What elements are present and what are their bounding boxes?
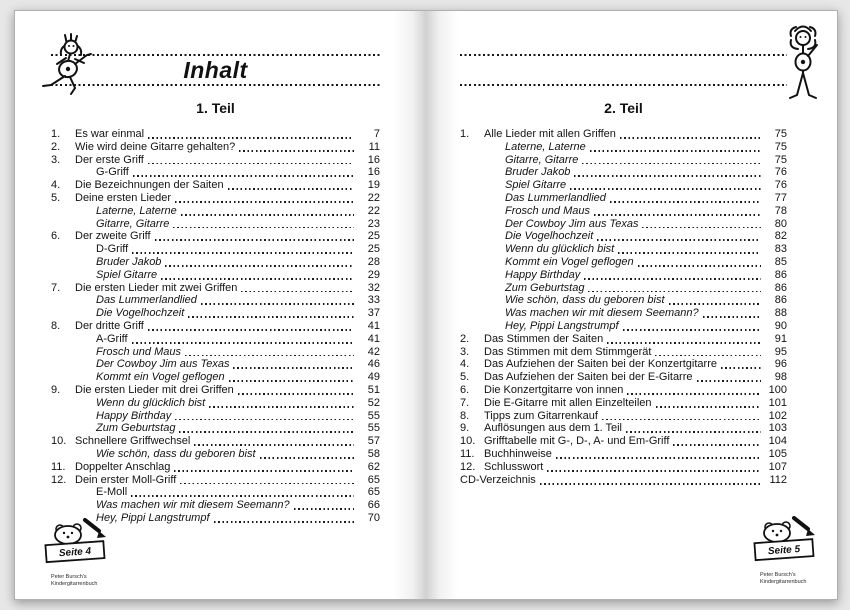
entry-number: 7. [460, 396, 470, 409]
entry-number: 8. [460, 409, 470, 422]
dot-leader [239, 150, 354, 152]
toc-entry [460, 269, 787, 282]
entry-number: 2. [460, 332, 470, 345]
toc-entry [51, 192, 380, 205]
entry-page-number: 55 [367, 409, 380, 422]
entry-page-number: 58 [367, 447, 380, 460]
toc-list-part1 [51, 128, 380, 525]
entry-page-number: 86 [774, 268, 787, 281]
dot-leader [618, 252, 761, 254]
entry-title: Der Cowboy Jim aus Texas [96, 358, 230, 371]
dot-leader [697, 380, 761, 382]
entry-title: Wie schön, dass du geboren bist [96, 447, 256, 460]
page-number-badge-right [748, 516, 824, 585]
dot-leader [574, 175, 761, 177]
entry-number: 6. [51, 230, 61, 243]
dot-leader [201, 303, 354, 305]
toc-entry [460, 474, 787, 487]
entry-title: Frosch und Maus [96, 345, 181, 358]
entry-title: Das Aufziehen der Saiten bei der E-Gitarre [484, 371, 693, 384]
entry-page-number: 65 [367, 486, 380, 499]
entry-title: Grifftabelle mit G-, D-, A- und Em-Griff [484, 435, 670, 448]
dot-leader [626, 431, 761, 433]
toc-entry [460, 307, 787, 320]
entry-number: 10. [460, 435, 476, 448]
dot-leader [233, 367, 354, 369]
dot-leader [180, 483, 354, 485]
toc-entry [51, 422, 380, 435]
toc-entry [51, 333, 380, 346]
dotted-rule-bottom [51, 84, 380, 86]
toc-entry [460, 461, 787, 474]
entry-page-number: 86 [774, 281, 787, 294]
toc-entry [460, 384, 787, 397]
entry-page-number: 11 [368, 140, 380, 153]
entry-title: Der erste Griff [75, 153, 144, 166]
entry-page-number: 76 [774, 166, 787, 179]
entry-title: Tipps zum Gitarrenkauf [484, 409, 598, 422]
toc-entry [51, 371, 380, 384]
inhalt-header [51, 54, 380, 86]
toc-entry [460, 230, 787, 243]
entry-title: Kommt ein Vogel geflogen [96, 371, 225, 384]
entry-title: Bruder Jakob [96, 255, 162, 268]
toc-entry [460, 333, 787, 346]
toc-entry [51, 358, 380, 371]
toc-entry [51, 461, 380, 474]
entry-page-number: 75 [774, 153, 787, 166]
dot-leader [547, 470, 761, 472]
toc-entry [51, 179, 380, 192]
entry-page-number: 57 [367, 435, 380, 448]
dot-leader [669, 303, 762, 305]
entry-title: Doppelter Anschlag [75, 460, 171, 473]
entry-page-number: 101 [768, 396, 787, 409]
entry-page-number: 41 [367, 319, 380, 332]
dot-leader [540, 483, 761, 485]
entry-number: 9. [460, 422, 470, 435]
toc-entry [51, 282, 380, 295]
toc-entry [460, 320, 787, 333]
entry-title: Dein erster Moll-Griff [75, 473, 177, 486]
toc-entry [460, 218, 787, 231]
entry-title: Frosch und Maus [505, 204, 590, 217]
toc-entry [51, 230, 380, 243]
entry-title: Deine ersten Lieder [75, 191, 172, 204]
dot-leader [638, 265, 761, 267]
mascot-with-pencil-illustration [748, 516, 824, 566]
entry-title: Das Stimmen mit dem Stimmgerät [484, 345, 652, 358]
entry-title: Alle Lieder mit allen Griffen [484, 128, 616, 140]
toc-entry [51, 166, 380, 179]
entry-title: Das Aufziehen der Saiten bei der Konzertgitarre [484, 358, 717, 371]
entry-page-number: 88 [774, 307, 787, 320]
entry-page-number: 104 [768, 435, 787, 448]
section-title-part2: 2. Teil [604, 100, 643, 116]
dot-leader [582, 163, 761, 165]
entry-title: Der zweite Griff [75, 230, 151, 243]
entry-title: Wenn du glücklich bist [505, 243, 615, 256]
entry-page-number: 28 [367, 255, 380, 268]
entry-title: Wie schön, dass du geboren bist [505, 294, 665, 307]
entry-title: Hey, Pippi Langstrumpf [96, 511, 210, 524]
dot-leader [620, 137, 761, 139]
dot-leader [721, 367, 761, 369]
entry-page-number: 32 [367, 281, 380, 294]
entry-page-number: 98 [774, 371, 787, 384]
dot-leader [260, 457, 355, 459]
toc-entry [460, 243, 787, 256]
entry-page-number: 105 [768, 447, 787, 460]
toc-entry [51, 397, 380, 410]
entry-page-number: 107 [768, 460, 787, 473]
dot-leader [148, 163, 354, 165]
entry-title: Wenn du glücklich bist [96, 396, 206, 409]
toc-entry [460, 256, 787, 269]
dot-leader [209, 406, 354, 408]
toc-entry [460, 422, 787, 435]
entry-page-number: 82 [774, 230, 787, 243]
entry-number: 6. [460, 383, 470, 396]
entry-page-number: 25 [367, 243, 380, 256]
mascot-with-pencil-illustration [39, 518, 115, 568]
toc-entry [51, 410, 380, 423]
toc-entry [460, 128, 787, 141]
toc-entry [460, 205, 787, 218]
dot-leader [655, 355, 761, 357]
toc-entry [460, 371, 787, 384]
entry-title: Die E-Gitarre mit allen Einzelteilen [484, 396, 652, 409]
toc-entry [460, 397, 787, 410]
entry-title: Was machen wir mit diesem Seemann? [96, 499, 290, 512]
toc-entry [460, 358, 787, 371]
toc-entry [51, 448, 380, 461]
entry-page-number: 102 [768, 409, 787, 422]
entry-page-number: 96 [774, 358, 787, 371]
entry-page-number: 75 [774, 128, 787, 140]
entry-title: Die ersten Lieder mit zwei Griffen [75, 281, 238, 294]
entry-title: D-Griff [96, 243, 129, 256]
toc-entry [51, 256, 380, 269]
dot-leader [148, 329, 354, 331]
dot-leader [607, 342, 761, 344]
entry-title: Die Bezeichnungen der Saiten [75, 179, 224, 192]
dot-leader [214, 521, 354, 523]
dot-leader [556, 457, 761, 459]
toc-entry [51, 218, 380, 231]
entry-page-number: 51 [367, 383, 380, 396]
entry-number: 3. [460, 345, 470, 358]
toc-entry [51, 499, 380, 512]
entry-title: Das Lummerlandlied [96, 294, 197, 307]
entry-title: CD-Verzeichnis [460, 474, 536, 486]
entry-number: 1. [460, 128, 470, 140]
dot-leader [132, 342, 354, 344]
entry-page-number: 85 [774, 255, 787, 268]
entry-number: 3. [51, 153, 61, 166]
dot-leader [610, 201, 761, 203]
toc-entry [51, 128, 380, 141]
entry-title: Happy Birthday [505, 268, 581, 281]
entry-page-number: 83 [774, 243, 787, 256]
dot-leader [590, 150, 761, 152]
toc-entry [460, 141, 787, 154]
dot-leader [703, 316, 761, 318]
toc-entry [460, 192, 787, 205]
toc-entry [51, 384, 380, 397]
toc-entry [460, 166, 787, 179]
entry-title: Die Konzertgitarre von innen [484, 383, 624, 396]
entry-page-number: 70 [367, 511, 380, 524]
entry-page-number: 103 [768, 422, 787, 435]
entry-number: 4. [51, 179, 61, 192]
entry-page-number: 22 [367, 204, 380, 217]
entry-page-number: 22 [367, 191, 380, 204]
entry-number: 7. [51, 281, 61, 294]
entry-page-number: 112 [769, 474, 787, 486]
entry-title: Auflösungen aus dem 1. Teil [484, 422, 622, 435]
entry-page-number: 16 [367, 166, 380, 179]
entry-title: Es war einmal [75, 128, 145, 140]
entry-number: 8. [51, 319, 61, 332]
toc-entry [51, 141, 380, 154]
toc-entry [51, 269, 380, 282]
entry-title: Laterne, Laterne [96, 204, 177, 217]
right-header-rules [460, 54, 787, 86]
dot-leader [602, 419, 761, 421]
entry-page-number: 7 [373, 128, 380, 140]
page-number-badge-left [39, 518, 115, 587]
section-title-part1: 1. Teil [196, 100, 235, 116]
entry-page-number: 100 [768, 383, 787, 396]
toc-entry [460, 154, 787, 167]
toc-entry [460, 435, 787, 448]
toc-list-part2 [460, 128, 787, 474]
dot-leader [627, 393, 761, 395]
entry-title: Zum Geburtstag [96, 422, 176, 435]
toc-entry [51, 294, 380, 307]
entry-page-number: 86 [774, 294, 787, 307]
dot-leader [131, 495, 354, 497]
entry-title: E-Moll [96, 486, 128, 499]
entry-page-number: 65 [367, 473, 380, 486]
dot-leader [132, 252, 354, 254]
dot-leader [597, 239, 761, 241]
entry-title: Kommt ein Vogel geflogen [505, 255, 634, 268]
entry-number: 10. [51, 435, 67, 448]
entry-title: Das Lummerlandlied [505, 191, 606, 204]
dot-leader [173, 227, 354, 229]
entry-page-number: 66 [367, 499, 380, 512]
dot-leader [228, 188, 354, 190]
toc-entry [460, 294, 787, 307]
entry-page-number: 55 [367, 422, 380, 435]
entry-page-number: 77 [774, 191, 787, 204]
entry-page-number: 49 [367, 371, 380, 384]
entry-page-number: 46 [367, 358, 380, 371]
book-pages [14, 10, 838, 600]
dot-leader [594, 214, 761, 216]
toc-entry [460, 282, 787, 295]
page-left-content [51, 11, 380, 599]
toc-entry [51, 486, 380, 499]
dotted-rule-bottom [460, 84, 787, 86]
dot-leader [174, 470, 354, 472]
entry-title: Buchhinweise [484, 447, 552, 460]
entry-title: Der Cowboy Jim aus Texas [505, 217, 639, 230]
entry-title: Spiel Gitarre [505, 179, 567, 192]
toc-entry [51, 243, 380, 256]
cd-verzeichnis-entry [460, 474, 787, 487]
entry-page-number: 80 [774, 217, 787, 230]
entry-number: 1. [51, 128, 61, 140]
entry-page-number: 19 [367, 179, 380, 192]
dot-leader [165, 265, 354, 267]
toc-entry [51, 154, 380, 167]
dot-leader [642, 227, 761, 229]
dot-leader [623, 329, 761, 331]
entry-page-number: 52 [367, 396, 380, 409]
entry-title: Bruder Jakob [505, 166, 571, 179]
entry-number: 5. [460, 371, 470, 384]
entry-page-number: 37 [367, 307, 380, 320]
entry-title: Hey, Pippi Langstrumpf [505, 319, 619, 332]
entry-title: Gitarre, Gitarre [96, 217, 170, 230]
entry-page-number: 78 [774, 204, 787, 217]
entry-page-number: 62 [367, 460, 380, 473]
entry-title: Happy Birthday [96, 409, 172, 422]
dot-leader [175, 419, 354, 421]
dot-leader [148, 137, 354, 139]
toc-entry [51, 320, 380, 333]
dot-leader [588, 291, 761, 293]
entry-title: Zum Geburtstag [505, 281, 585, 294]
entry-number: 5. [51, 191, 61, 204]
dot-leader [229, 380, 354, 382]
toc-entry [51, 346, 380, 359]
entry-page-number: 91 [774, 332, 787, 345]
entry-number: 12. [51, 473, 67, 486]
entry-title: Spiel Gitarre [96, 268, 158, 281]
page-left [15, 11, 426, 599]
entry-title: Die Vogelhochzeit [96, 307, 185, 320]
entry-page-number: 33 [367, 294, 380, 307]
entry-title: Die Vogelhochzeit [505, 230, 594, 243]
dot-leader [656, 406, 761, 408]
toc-entry [460, 448, 787, 461]
toc-entry [51, 307, 380, 320]
entry-title: Der dritte Griff [75, 319, 144, 332]
entry-title: Die ersten Lieder mit drei Griffen [75, 383, 234, 396]
page-title: Inhalt [183, 57, 248, 83]
entry-page-number: 76 [774, 179, 787, 192]
dot-leader [179, 431, 354, 433]
dot-leader [181, 214, 354, 216]
page-sign-label-left: Seite 4 [58, 546, 92, 560]
header-spacer [460, 56, 787, 84]
entry-title: Wie wird deine Gitarre gehalten? [75, 140, 236, 153]
entry-page-number: 25 [367, 230, 380, 243]
entry-number: 12. [460, 460, 476, 473]
entry-title: Schlusswort [484, 460, 544, 473]
dot-leader [185, 355, 354, 357]
entry-number: 4. [460, 358, 470, 371]
dot-leader [188, 316, 354, 318]
entry-page-number: 90 [774, 319, 787, 332]
credit-text-right: Peter Bursch's Kindergitarrenbuch [760, 572, 807, 585]
dot-leader [133, 175, 354, 177]
entry-title: Laterne, Laterne [505, 140, 586, 153]
dot-leader [294, 508, 354, 510]
dot-leader [584, 278, 761, 280]
toc-entry [51, 435, 380, 448]
page-right-content [460, 11, 787, 599]
entry-page-number: 75 [774, 140, 787, 153]
entry-page-number: 16 [367, 153, 380, 166]
entry-title: Gitarre, Gitarre [505, 153, 579, 166]
entry-number: 11. [460, 447, 475, 460]
entry-title: G-Griff [96, 166, 129, 179]
entry-page-number: 23 [367, 217, 380, 230]
page-sign-label-right: Seite 5 [767, 544, 801, 558]
toc-entry [460, 410, 787, 423]
toc-entry [460, 346, 787, 359]
toc-entry [51, 205, 380, 218]
dot-leader [673, 444, 761, 446]
dot-leader [175, 201, 354, 203]
entry-title: Was machen wir mit diesem Seemann? [505, 307, 699, 320]
dot-leader [241, 291, 354, 293]
entry-title: Schnellere Griffwechsel [75, 435, 191, 448]
entry-number: 11. [51, 460, 66, 473]
entry-page-number: 95 [774, 345, 787, 358]
dot-leader [570, 188, 761, 190]
toc-entry [460, 179, 787, 192]
entry-page-number: 41 [367, 332, 380, 345]
entry-number: 2. [51, 140, 61, 153]
credit-text-left: Peter Bursch's Kindergitarrenbuch [51, 574, 98, 587]
dot-leader [194, 444, 354, 446]
toc-entry [51, 474, 380, 487]
entry-number: 9. [51, 383, 61, 396]
page-right [426, 11, 837, 599]
dot-leader [161, 278, 354, 280]
entry-title: A-Griff [96, 332, 128, 345]
dot-leader [238, 393, 354, 395]
entry-page-number: 42 [367, 345, 380, 358]
entry-title: Das Stimmen der Saiten [484, 332, 604, 345]
dot-leader [155, 239, 354, 241]
entry-page-number: 29 [367, 268, 380, 281]
